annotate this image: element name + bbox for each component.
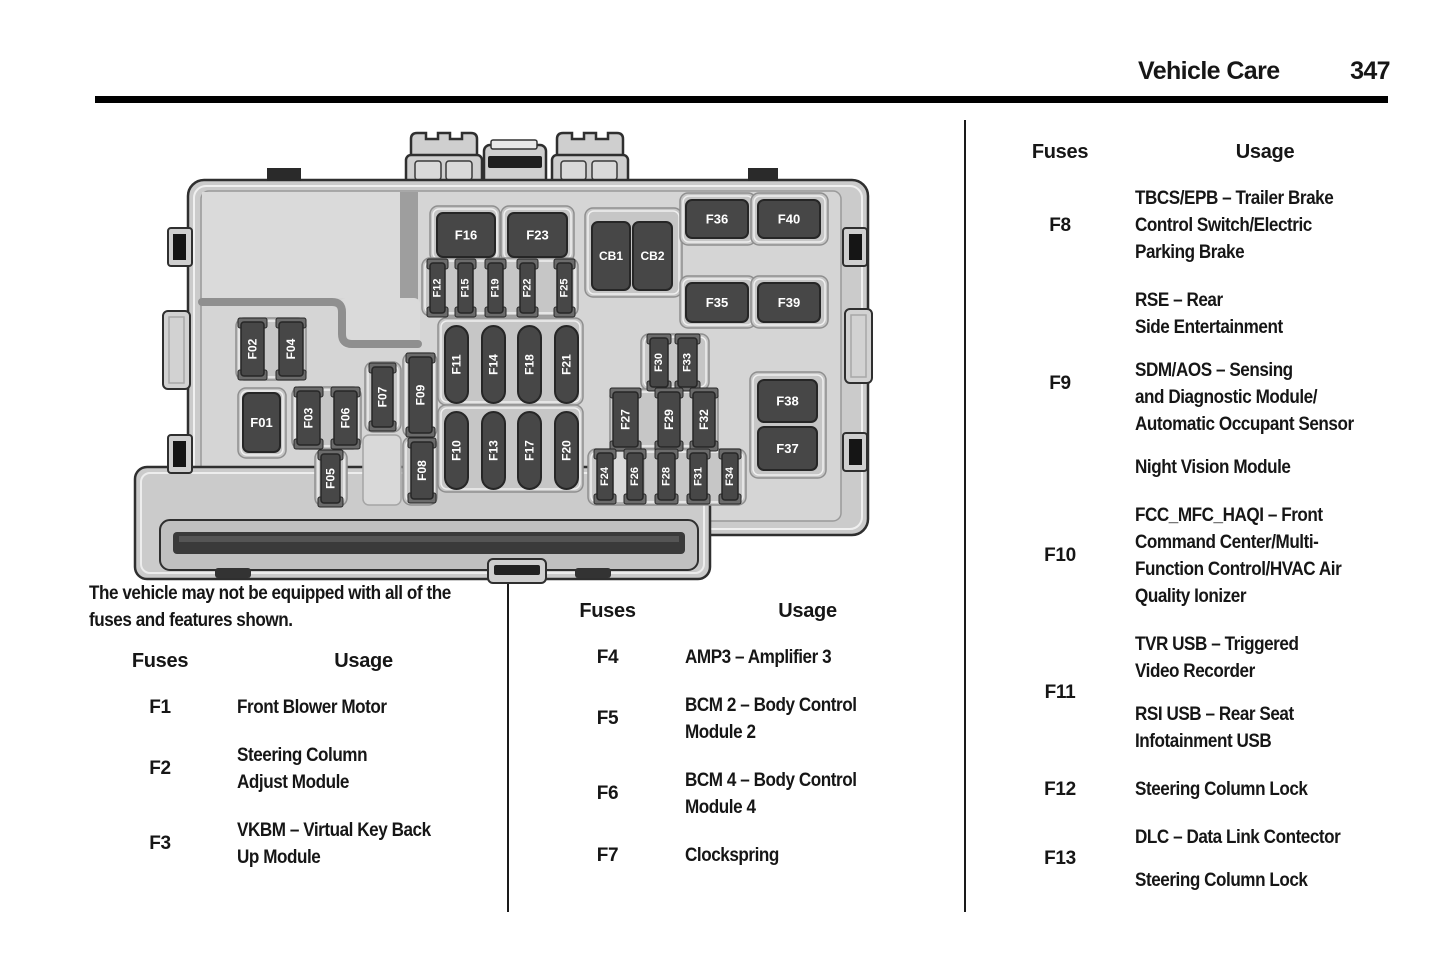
fuse-label: F15 [459, 278, 472, 298]
fuse-F09 [406, 353, 435, 437]
column-divider-right [964, 120, 966, 912]
usage-line: Clockspring [685, 845, 779, 866]
fuse-id: F10 [1044, 545, 1076, 566]
fuse-F02 [238, 318, 267, 380]
fuse-F21 [555, 326, 578, 403]
table-row [95, 694, 490, 721]
fuse-label: F16 [454, 227, 478, 243]
usage-cell [237, 817, 490, 871]
fuse-F38 [758, 380, 817, 422]
usage-cell [1135, 631, 1395, 755]
usage-cell [1135, 824, 1395, 894]
usage-line: TBCS/EPB – Trailer Brake [1135, 188, 1334, 209]
fuse-F22 [517, 259, 538, 317]
fuse-F10 [445, 412, 468, 489]
fuse-label: F32 [697, 409, 711, 430]
usage-line: Up Module [237, 847, 321, 868]
empty-slot [363, 435, 401, 505]
fuse-label: F03 [301, 407, 316, 429]
fuse-table-right [995, 141, 1395, 915]
usage-paragraph [685, 767, 930, 821]
fuse-label: F01 [250, 415, 273, 430]
usage-cell [237, 694, 490, 721]
fuse-F32 [690, 388, 718, 451]
usage-line: Quality Ionizer [1135, 586, 1247, 607]
usage-line: DLC – Data Link Contector [1135, 827, 1341, 848]
fuse-label: F35 [705, 295, 729, 310]
right-side-tabs [843, 228, 872, 471]
usage-line: Night Vision Module [1135, 457, 1291, 478]
page-number: 347 [1350, 57, 1390, 85]
usage-paragraph [237, 694, 490, 721]
usage-line: Command Center/Multi- [1135, 532, 1319, 553]
table-header-row [95, 650, 490, 673]
fuse-label: F22 [521, 278, 534, 298]
fuse-F29 [655, 388, 683, 451]
usage-line: Side Entertainment [1135, 317, 1283, 338]
table-row [95, 817, 490, 871]
fuse-label: F40 [777, 211, 801, 227]
fuse-label: F37 [776, 441, 799, 456]
table-row [995, 287, 1395, 481]
fuse-F11 [445, 326, 468, 403]
fuse-id: F1 [149, 696, 171, 718]
fuse-label: F23 [526, 227, 549, 243]
usage-line: RSE – Rear [1135, 290, 1223, 311]
fuse-F30 [647, 334, 671, 391]
usage-line: Front Blower Motor [237, 697, 387, 718]
usage-paragraph [237, 742, 490, 796]
usage-paragraph [685, 644, 930, 671]
usage-paragraph [1135, 631, 1395, 685]
fuse-F34 [719, 449, 741, 504]
left-side-tabs [163, 228, 192, 473]
table-header-row [540, 600, 930, 623]
usage-cell [1135, 287, 1395, 481]
fuse-label: F27 [618, 409, 633, 430]
fuse-id: F13 [1044, 848, 1076, 869]
fuse-F18 [518, 326, 541, 403]
usage-line: Module 4 [685, 797, 756, 818]
usage-line: BCM 4 – Body Control [685, 770, 857, 791]
section-title: Vehicle Care [1138, 57, 1280, 85]
usage-line: AMP3 – Amplifier 3 [685, 647, 832, 668]
usage-cell [685, 767, 930, 821]
table-row [540, 644, 930, 671]
fuse-F16 [437, 213, 495, 257]
fuse-F05 [318, 450, 343, 507]
table-row [95, 742, 490, 796]
fuse-F13 [482, 412, 505, 489]
page-header [1138, 57, 1390, 86]
fuse-label: F20 [559, 440, 574, 461]
note-line: The vehicle may not be equipped with all of the [89, 583, 451, 604]
fuse-id: F8 [1049, 214, 1071, 236]
usage-line: Function Control/HVAC Air [1135, 559, 1342, 580]
usage-cell [685, 692, 930, 746]
fuse-F03 [294, 387, 323, 449]
table-row [540, 842, 930, 869]
usage-line: Adjust Module [237, 772, 349, 793]
fuse-F36 [686, 200, 748, 238]
fuse-F24 [594, 449, 616, 504]
fuse-F28 [655, 449, 678, 504]
fuse-label: F38 [776, 393, 799, 409]
fuse-id: F7 [596, 844, 619, 866]
table-header-row [995, 141, 1395, 164]
usage-paragraph [1135, 357, 1395, 438]
table-row [995, 502, 1395, 610]
fuse-label: F14 [486, 354, 501, 375]
fuse-label: F18 [522, 354, 537, 375]
fuse-F17 [518, 412, 541, 489]
usage-line: and Diagnostic Module/ [1135, 387, 1318, 408]
fuse-F33 [675, 334, 700, 391]
fuse-label: F19 [489, 278, 502, 298]
fuses-header: Fuses [579, 600, 636, 622]
fuse-F35 [686, 283, 748, 322]
fuse-label: F06 [338, 407, 353, 429]
fuses-header: Fuses [131, 650, 189, 672]
fuse-CB1 [592, 222, 630, 290]
fuse-CB2 [633, 222, 672, 290]
usage-line: Control Switch/Electric [1135, 215, 1312, 236]
fuse-id: F5 [596, 708, 619, 729]
fuse-F12 [427, 259, 448, 317]
fuse-label: F30 [653, 353, 665, 372]
fuse-F37 [758, 427, 817, 470]
fuse-label: F39 [777, 295, 801, 310]
usage-line: Steering Column [237, 745, 368, 766]
usage-paragraph [685, 692, 930, 746]
usage-line: SDM/AOS – Sensing [1135, 360, 1293, 381]
fuse-id: F2 [149, 758, 171, 779]
usage-cell [1135, 502, 1395, 610]
fuse-F04 [276, 318, 306, 380]
fuse-label: CB2 [640, 249, 665, 263]
fuse-id: F3 [149, 833, 171, 854]
usage-cell [1135, 776, 1395, 803]
usage-header: Usage [334, 650, 393, 672]
usage-paragraph [685, 842, 930, 869]
fuse-label: CB1 [598, 249, 624, 263]
fuse-label: F13 [486, 440, 501, 461]
usage-cell [685, 644, 930, 671]
usage-line: VKBM – Virtual Key Back [237, 820, 431, 841]
usage-line: Steering Column Lock [1135, 779, 1308, 800]
fuse-label: F25 [558, 278, 571, 298]
usage-line: Infotainment USB [1135, 731, 1272, 752]
usage-line: TVR USB – Triggered [1135, 634, 1299, 655]
usage-cell [1135, 185, 1395, 266]
usage-line: Parking Brake [1135, 242, 1245, 263]
table-row [995, 631, 1395, 755]
fuses-header: Fuses [1031, 141, 1089, 163]
fuse-id: F12 [1044, 778, 1076, 800]
fuse-F27 [610, 388, 641, 451]
fuse-F39 [758, 283, 820, 322]
fuse-id: F6 [596, 783, 619, 804]
header-rule [95, 96, 1388, 103]
note-line: fuses and features shown. [89, 610, 293, 631]
note [89, 580, 509, 634]
fuse-label: F29 [662, 409, 676, 430]
table-row [995, 776, 1395, 803]
usage-cell [237, 742, 490, 796]
fuse-label: F33 [681, 353, 694, 372]
table-row [995, 185, 1395, 266]
usage-line: Automatic Occupant Sensor [1135, 414, 1354, 435]
fuse-F14 [482, 326, 505, 403]
fuse-label: F04 [284, 338, 298, 360]
fuse-F23 [508, 213, 567, 257]
usage-paragraph [1135, 867, 1395, 894]
fuse-label: F36 [705, 211, 729, 227]
fuse-label: F21 [559, 354, 574, 375]
fuse-table-middle [540, 600, 930, 890]
usage-line: Module 2 [685, 722, 756, 743]
fuse-label: F34 [724, 467, 736, 486]
fuse-label: F09 [413, 384, 428, 406]
fuse-label: F24 [599, 467, 611, 486]
fuse-label: F07 [375, 386, 390, 408]
fuse-label: F11 [449, 354, 464, 375]
usage-paragraph [1135, 454, 1395, 481]
fuse-F07 [369, 363, 396, 431]
fuse-F15 [455, 259, 476, 317]
fuse-label: F02 [245, 338, 260, 360]
fuse-F25 [554, 259, 575, 317]
fuse-F40 [758, 200, 820, 238]
usage-header: Usage [778, 600, 837, 622]
usage-line: Steering Column Lock [1135, 870, 1308, 891]
usage-paragraph [1135, 701, 1395, 755]
usage-line: FCC_MFC_HAQI – Front [1135, 505, 1323, 526]
usage-cell [685, 842, 930, 869]
fuse-id: F11 [1044, 682, 1076, 703]
top-edge-tab-left [267, 168, 301, 181]
fuse-F31 [687, 449, 710, 504]
fuse-label: F31 [692, 467, 705, 486]
fuse-label: F17 [522, 440, 537, 461]
usage-paragraph [1135, 776, 1395, 803]
fuse-F20 [555, 412, 578, 489]
fuse-label: F10 [449, 440, 464, 461]
usage-paragraph [1135, 185, 1395, 266]
fuse-label: F05 [323, 468, 338, 489]
fuse-id: F9 [1049, 373, 1071, 394]
fuse-F01 [243, 393, 280, 452]
fuse-F08 [408, 438, 436, 503]
table-row [995, 824, 1395, 894]
fuse-F19 [485, 259, 506, 317]
fuse-id: F4 [596, 646, 619, 668]
top-edge-tab-right [748, 168, 778, 181]
usage-paragraph [1135, 502, 1395, 610]
usage-header: Usage [1235, 141, 1295, 163]
fuse-label: F26 [629, 467, 641, 486]
fuse-F26 [624, 449, 646, 504]
usage-paragraph [237, 817, 490, 871]
usage-line: BCM 2 – Body Control [685, 695, 857, 716]
usage-paragraph [1135, 287, 1395, 341]
fuse-label: F28 [660, 467, 673, 486]
fuse-box-diagram [95, 115, 885, 585]
usage-line: Video Recorder [1135, 661, 1255, 682]
fuse-label: F12 [431, 278, 444, 298]
fuse-table-left [95, 650, 490, 892]
fuse-F06 [331, 387, 360, 449]
table-row [540, 692, 930, 746]
table-row [540, 767, 930, 821]
fuse-label: F08 [415, 460, 429, 481]
usage-line: RSI USB – Rear Seat [1135, 704, 1294, 725]
usage-paragraph [1135, 824, 1395, 851]
